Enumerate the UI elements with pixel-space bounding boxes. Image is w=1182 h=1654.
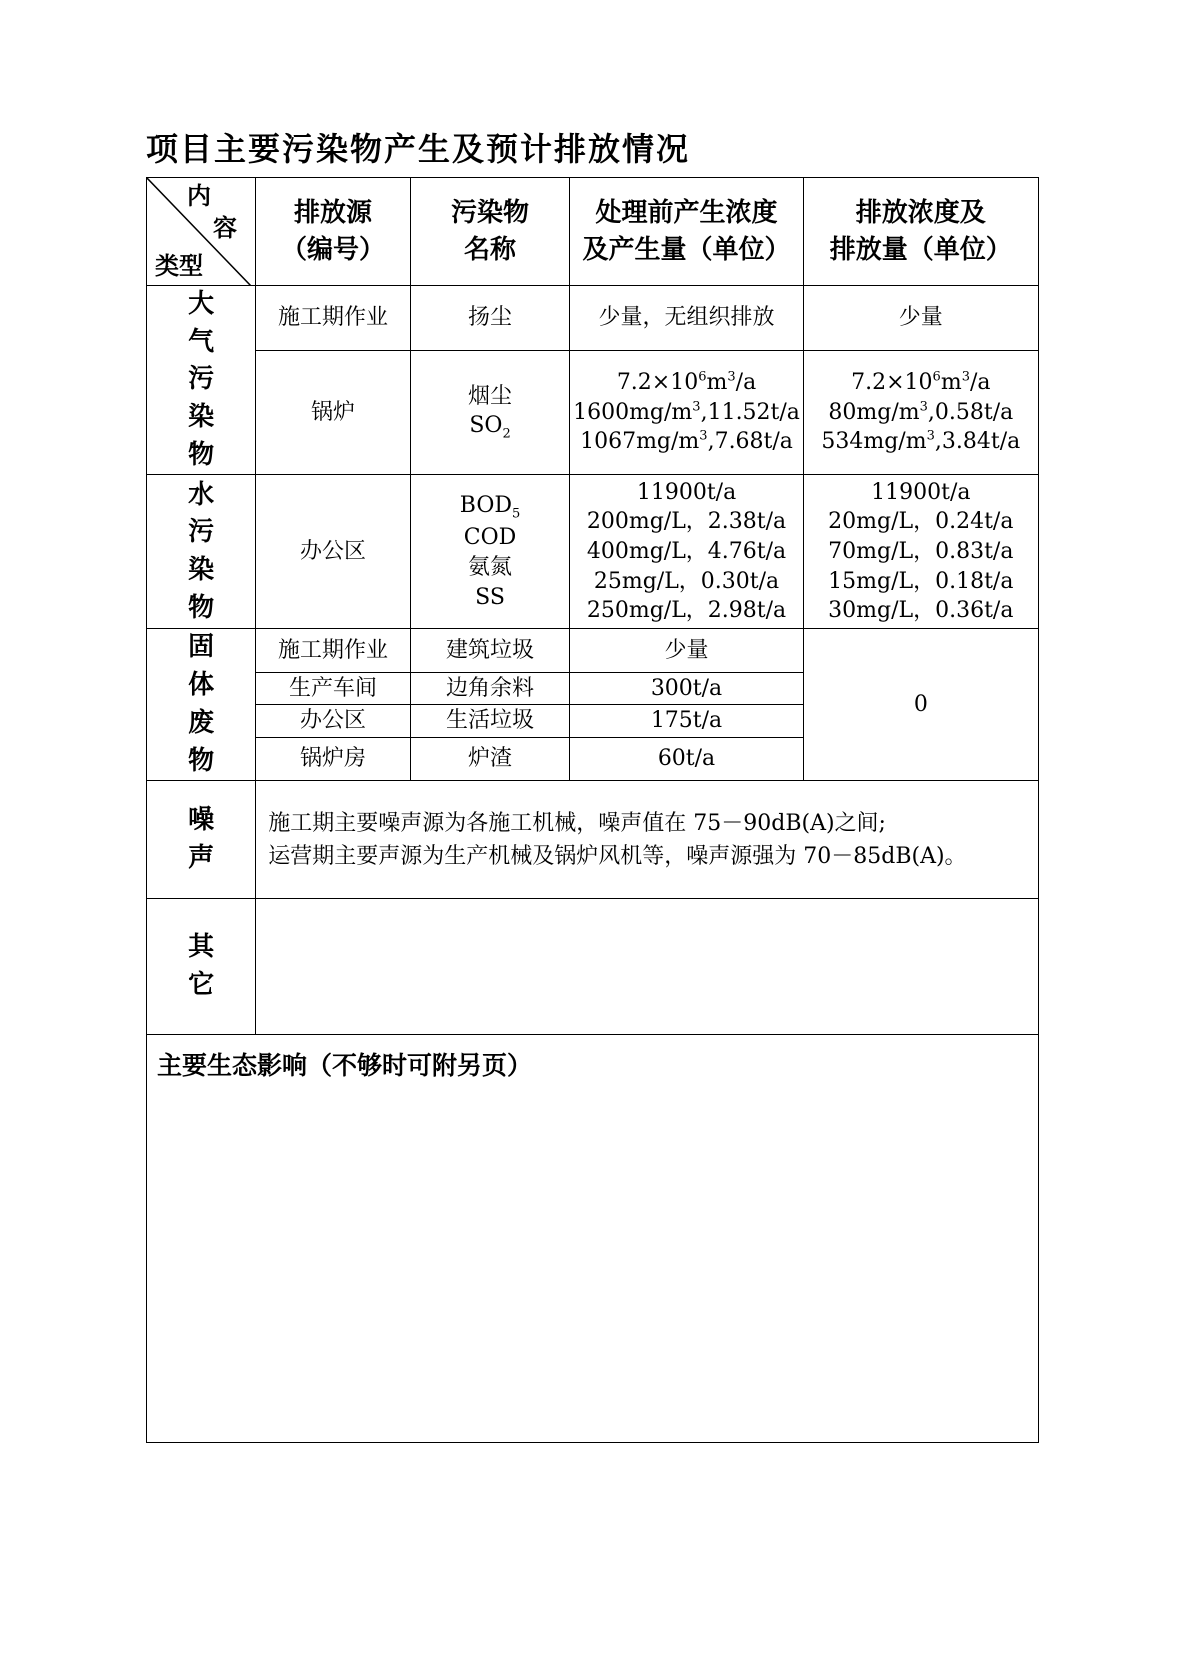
eco-impact-cell bbox=[147, 1035, 1039, 1443]
solid-pollutant-1: 建筑垃圾 bbox=[410, 629, 570, 672]
category-noise: 噪 声 bbox=[147, 781, 256, 899]
noise-description: 施工期主要噪声源为各施工机械，噪声值在 75－90dB(A)之间; 运营期主要声源为生产机械及锅炉风机等，噪声源强为 70－85dB(A)。 bbox=[256, 781, 1039, 899]
category-other: 其 它 bbox=[147, 899, 256, 1035]
corner-label-bottom: 类型 bbox=[155, 252, 203, 280]
solid-before-4: 60t/a bbox=[570, 738, 803, 781]
pollutant-table bbox=[146, 177, 1039, 1443]
corner-header-cell bbox=[147, 178, 256, 286]
header-after: 排放浓度及 排放量（单位） bbox=[803, 178, 1038, 286]
header-source: 排放源 （编号） bbox=[256, 178, 410, 286]
solid-source-4: 锅炉房 bbox=[256, 738, 410, 781]
air-pollutant-1: 扬尘 bbox=[410, 286, 570, 351]
solid-source-3: 办公区 bbox=[256, 705, 410, 738]
solid-source-2: 生产车间 bbox=[256, 672, 410, 705]
other-row bbox=[147, 899, 1039, 1035]
air-after-1: 少量 bbox=[803, 286, 1038, 351]
solid-row-1 bbox=[147, 629, 1039, 672]
solid-source-1: 施工期作业 bbox=[256, 629, 410, 672]
header-row bbox=[147, 178, 1039, 286]
corner-label-mid: 容 bbox=[213, 214, 237, 242]
solid-pollutant-4: 炉渣 bbox=[410, 738, 570, 781]
water-source: 办公区 bbox=[256, 475, 410, 629]
water-pollutants: $BOD_5$ COD 氨氮 SS bbox=[410, 475, 570, 629]
category-solid: 固 体 废 物 bbox=[147, 629, 256, 781]
air-before-1: 少量，无组织排放 bbox=[570, 286, 803, 351]
solid-pollutant-2: 边角余料 bbox=[410, 672, 570, 705]
air-row-2 bbox=[147, 350, 1039, 475]
solid-before-2: 300t/a bbox=[570, 672, 803, 705]
corner-label-top: 内 bbox=[187, 182, 211, 210]
noise-row bbox=[147, 781, 1039, 899]
air-source-1: 施工期作业 bbox=[256, 286, 410, 351]
category-water: 水 污 染 物 bbox=[147, 475, 256, 629]
air-before-2: $7.2\times 10^6m^3/a$ $1600mg/m^3,11.52t/a$ $1067mg/m^3,7.68t/a$ bbox=[570, 350, 803, 475]
other-content bbox=[256, 899, 1039, 1035]
category-air: 大 气 污 染 物 bbox=[147, 286, 256, 475]
header-before: 处理前产生浓度 及产生量（单位） bbox=[570, 178, 803, 286]
air-source-2: 锅炉 bbox=[256, 350, 410, 475]
page-title: 项目主要污染物产生及预计排放情况 bbox=[146, 130, 691, 168]
eco-row bbox=[147, 1035, 1039, 1443]
solid-before-3: 175t/a bbox=[570, 705, 803, 738]
water-after: 11900t/a 20mg/L，0.24t/a 70mg/L，0.83t/a 15mg/L，0.18t/a 30mg/L，0.36t/a bbox=[803, 475, 1038, 629]
solid-after: 0 bbox=[803, 629, 1038, 781]
solid-pollutant-3: 生活垃圾 bbox=[410, 705, 570, 738]
air-row-1 bbox=[147, 286, 1039, 351]
air-after-2: $7.2\times 10^6m^3/a$ $80mg/m^3,0.58t/a$ $534mg/m^3,3.84t/a$ bbox=[803, 350, 1038, 475]
air-pollutant-2: 烟尘 $SO_2$ bbox=[410, 350, 570, 475]
header-pollutant: 污染物 名称 bbox=[410, 178, 570, 286]
eco-impact-label: 主要生态影响（不够时可附另页） bbox=[157, 1051, 533, 1081]
solid-before-1: 少量 bbox=[570, 629, 803, 672]
water-row bbox=[147, 475, 1039, 629]
water-before: 11900t/a 200mg/L，2.38t/a 400mg/L，4.76t/a 25mg/L，0.30t/a 250mg/L，2.98t/a bbox=[570, 475, 803, 629]
